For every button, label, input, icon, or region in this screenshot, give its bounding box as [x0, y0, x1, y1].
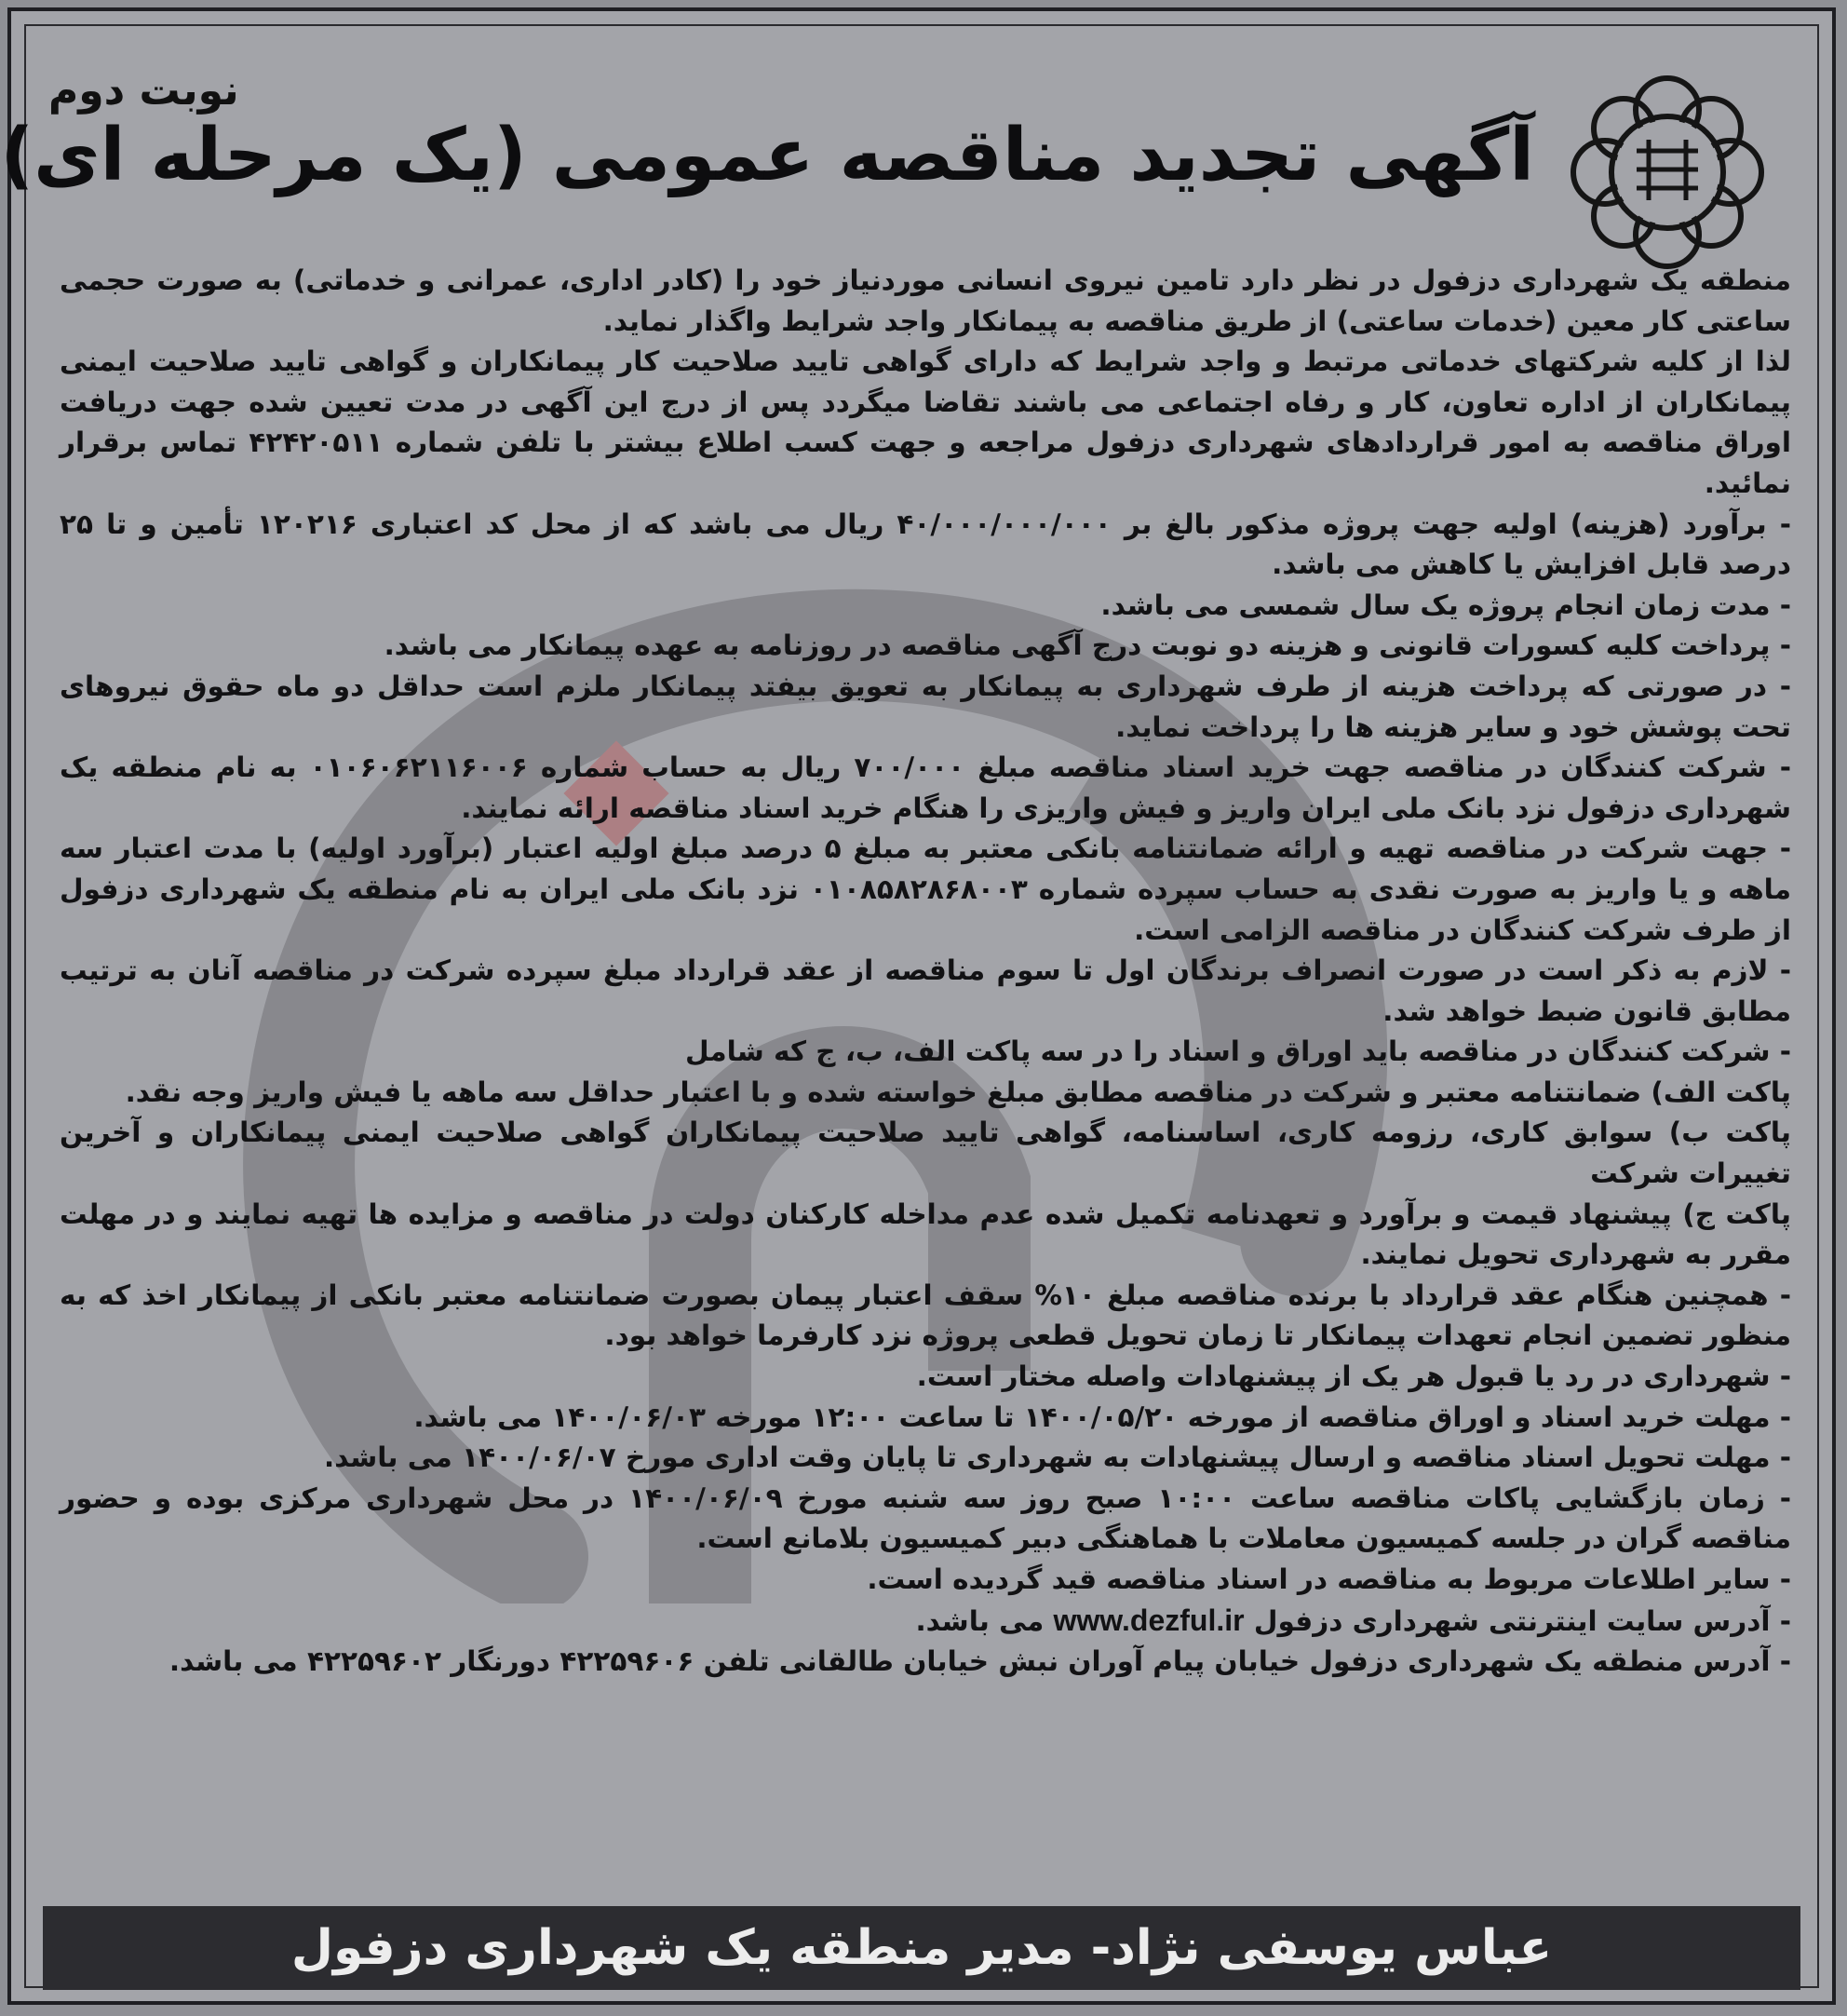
envelope-a-item: پاکت الف) ضمانتنامه معتبر و شرکت در مناقصه مطابق مبلغ خواسته شده و با اعتبار حداقل سه ماهه یا فیش واریز وجه نقد.	[125, 1076, 1791, 1108]
publication-round-label: نوبت دوم	[48, 67, 239, 115]
rejection-right-item: - شهرداری در رد یا قبول هر یک از پیشنهادات واصله مختار است.	[916, 1360, 1791, 1393]
website-link[interactable]: www.dezful.ir	[1053, 1603, 1245, 1637]
other-info-item: - سایر اطلاعات مربوط به مناقصه در اسناد مناقصه قید گردیده است.	[867, 1563, 1791, 1595]
address-item: - آدرس منطقه یک شهرداری دزفول خیابان پیام آوران نبش خیابان طالقانی تلفن ۴۲۲۵۹۶۰۶ دورنگار ۴۲۲۵۹۶۰۲ می باشد.	[169, 1645, 1791, 1678]
signature-bar	[43, 1906, 1800, 1990]
dezful-municipality-logo-icon	[1560, 65, 1774, 279]
submission-deadline-item: - مهلت تحویل اسناد مناقصه و ارسال پیشنهادات به شهرداری تا پایان وقت اداری مورخ ۱۴۰۰/۰۶/۰۷ می باشد.	[324, 1441, 1791, 1474]
website-prefix: - آدرس سایت اینترنتی شهرداری دزفول	[1253, 1604, 1791, 1637]
envelope-b-item: پاکت ب) سوابق کاری، رزومه کاری، اساسنامه، گواهی تایید صلاحیت پیمانکاران گواهی صلاحیت ایمنی پیمانکاران و آخرین تغییرات شرکت	[60, 1116, 1791, 1190]
deductions-item: - پرداخت کلیه کسورات قانونی و هزینه دو نوبت درج آگهی مناقصه در روزنامه به عهده پیمانکار می باشد.	[384, 629, 1791, 662]
website-suffix: می باشد.	[915, 1604, 1045, 1637]
website-item	[60, 1601, 1791, 1643]
intro-paragraph: منطقه یک شهرداری دزفول در نظر دارد تامین نیروی انسانی موردنیاز خود را (کادر اداری، عمرانی و خدماتی) به صورت حجمی ساعتی کار معین (خدمات ساعتی) از طریق مناقصه به پیمانکار واجد شرایط واگذار نماید.	[60, 264, 1791, 337]
page-title: آگهی تجدید مناقصه عمومی (یک مرحله ای)	[0, 114, 1534, 197]
advertisement-page	[0, 7, 1836, 2005]
invitation-paragraph: لذا از کلیه شرکتهای خدماتی مرتبط و واجد شرایط که دارای گواهی تایید صلاحیت کار پیمانکاران و گواهی تایید صلاحیت ایمنی پیمانکاران از اداره تعاون، کار و رفاه اجتماعی می باشند تقاضا میگردد پس از درج این آگهی در مدت تعیین شده جهت دریافت اوراق مناقصه به امور قراردادهای شهرداری دزفول مراجعه و جهت کسب اطلاع بیشتر با تلفن شماره ۴۲۴۲۰۵۱۱ تماس برقرار نمائید.	[60, 345, 1791, 499]
advertisement-body	[60, 261, 1791, 1683]
performance-guarantee-item: - همچنین هنگام عقد قرارداد با برنده مناقصه مبلغ ۱۰% سقف اعتبار پیمان بصورت ضمانتنامه معتبر بانکی از پیمانکار اخذ که به منظور تضمین انجام تعهدات پیمانکار تا زمان تحویل قطعی پروژه نزد کارفرما خواهد بود.	[60, 1279, 1791, 1352]
forfeit-item: - لازم به ذکر است در صورت انصراف برندگان اول تا سوم مناقصه از عقد قرارداد مبلغ سپرده شرکت در مناقصه آنان به ترتیب مطابق قانون ضبط خواهد شد.	[60, 954, 1791, 1027]
document-purchase-item: - شرکت کنندگان در مناقصه جهت خرید اسناد مناقصه مبلغ ۷۰۰/۰۰۰ ریال به حساب شماره ۰۱۰۶۰۶۲۱۱۶۰۰۶ به نام منطقه یک شهرداری دزفول نزد بانک ملی ایران واریز و فیش واریزی را هنگام خرید اسناد مناقصه ارائه نمایند.	[60, 751, 1791, 824]
envelope-c-item: پاکت ج) پیشنهاد قیمت و برآورد و تعهدنامه تکمیل شده عدم مداخله کارکنان دولت در مناقصه و مزایده ها تهیه نمایند و در مهلت مقرر به شهرداری تحویل نمایند.	[60, 1197, 1791, 1271]
guarantee-item: - جهت شرکت در مناقصه تهیه و ارائه ضمانتنامه بانکی معتبر به مبلغ ۵ درصد مبلغ اولیه اعتبار (برآورد اولیه) با مدت اعتبار سه ماهه و یا واریز به صورت نقدی به حساب سپرده شماره ۰۱۰۸۵۸۲۸۶۸۰۰۳ نزد بانک ملی ایران به نام منطقه یک شهرداری دزفول از طرف شرکت کنندگان در مناقصه الزامی است.	[60, 832, 1791, 946]
opening-time-item: - زمان بازگشایی پاکات مناقصه ساعت ۱۰:۰۰ صبح روز سه شنبه مورخ ۱۴۰۰/۰۶/۰۹ در محل شهرداری مرکزی بوده و حضور مناقصه گران در جلسه کمیسیون معاملات با هماهنگی دبیر کمیسیون بلامانع است.	[60, 1482, 1792, 1555]
signatory-name: عباس یوسفی نژاد- مدیر منطقه یک شهرداری دزفول	[290, 1920, 1553, 1976]
duration-item: - مدت زمان انجام پروژه یک سال شمسی می باشد.	[1100, 589, 1791, 621]
estimate-item: - برآورد (هزینه) اولیه جهت پروژه مذکور بالغ بر ۴۰/۰۰۰/۰۰۰/۰۰۰ ریال می باشد که از محل کد اعتباری ۱۲۰۲۱۶ تأمین و تا ۲۵ درصد قابل افزایش یا کاهش می باشد.	[60, 507, 1791, 581]
envelopes-item: - شرکت کنندگان در مناقصه باید اوراق و اسناد را در سه پاکت الف، ب، ج که شامل	[685, 1035, 1791, 1068]
payment-delay-item: - در صورتی که پرداخت هزینه از طرف شهرداری به پیمانکار به تعویق بیفتد پیمانکار ملزم است حداقل دو ماه حقوق نیروهای تحت پوشش خود و سایر هزینه ها را پرداخت نماید.	[60, 670, 1791, 743]
purchase-deadline-item: - مهلت خرید اسناد و اوراق مناقصه از مورخه ۱۴۰۰/۰۵/۲۰ تا ساعت ۱۲:۰۰ مورخه ۱۴۰۰/۰۶/۰۳ می باشد.	[413, 1400, 1791, 1433]
